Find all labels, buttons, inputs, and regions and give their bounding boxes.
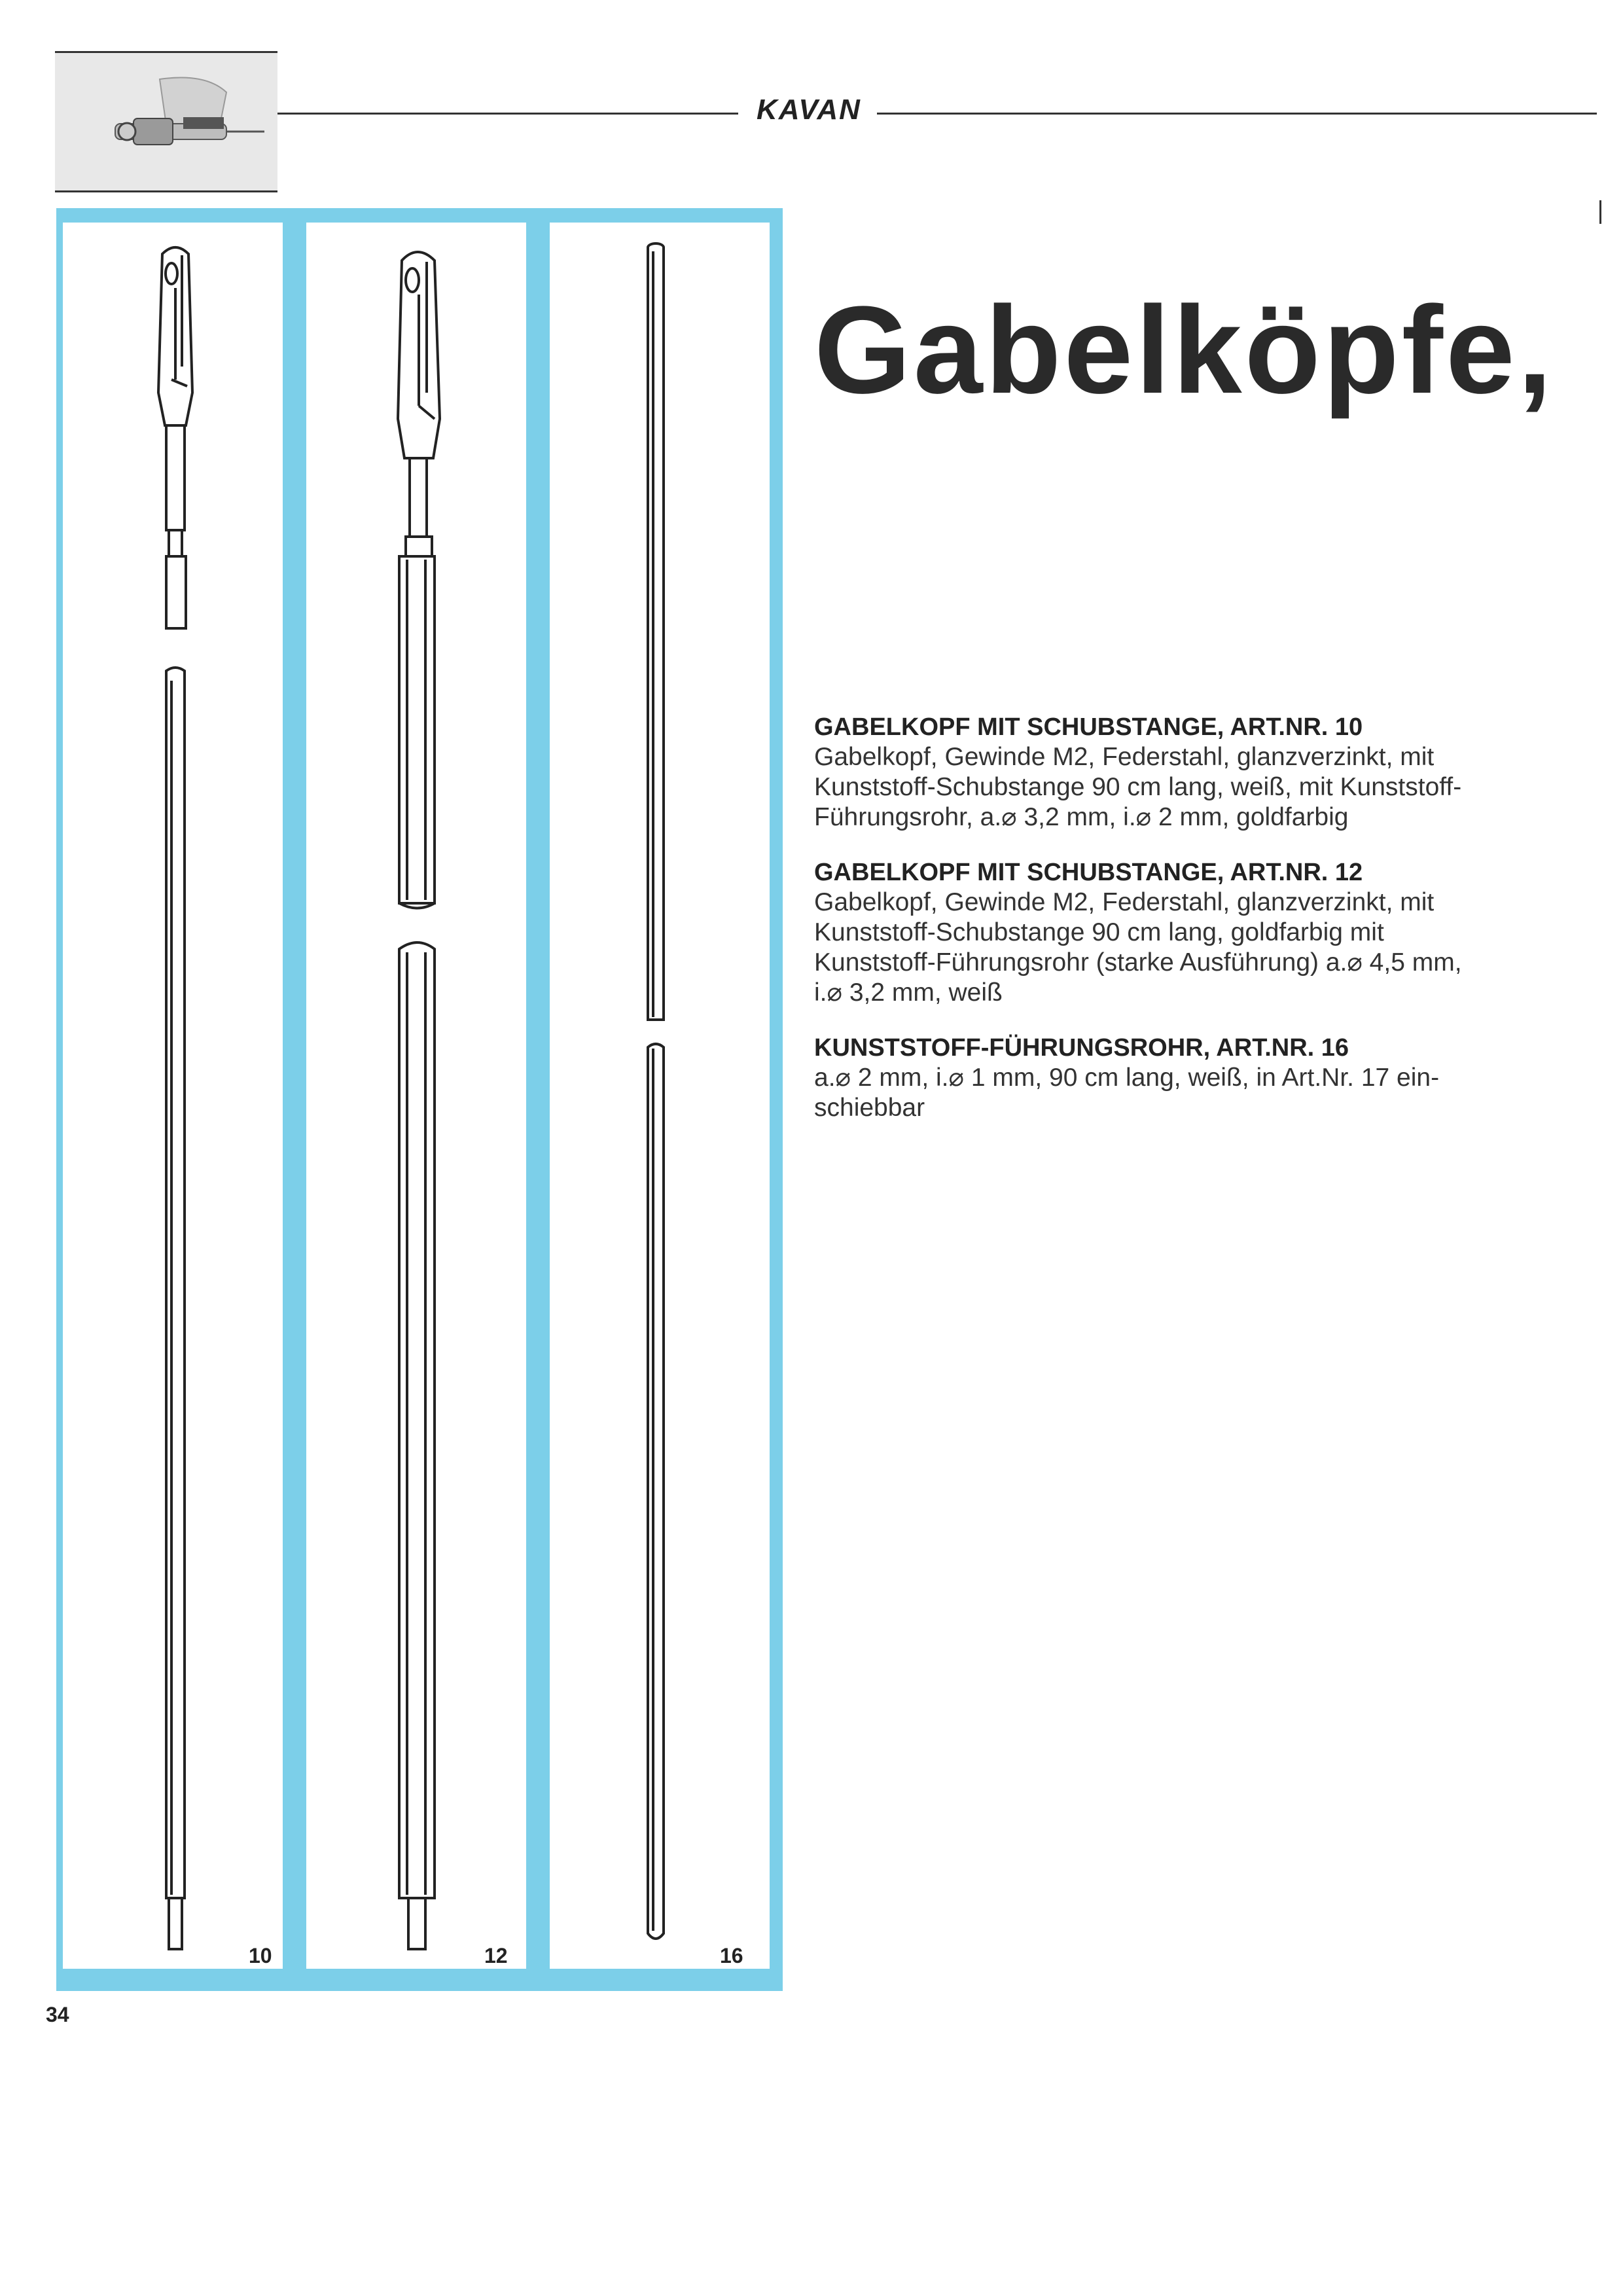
edge-mark <box>1599 200 1601 224</box>
clevis-pushrod-10-icon <box>63 223 283 1969</box>
entry-line: i.⌀ 3,2 mm, weiß <box>814 978 1003 1007</box>
product-illustration-frame <box>56 208 783 1991</box>
clevis-pushrod-photo-icon <box>55 53 277 190</box>
product-entry-12 <box>814 857 1567 1008</box>
entry-line: Kunststoff-Führungsrohr (starke Ausführung) a.⌀ 4,5 mm, <box>814 948 1462 977</box>
entry-line: a.⌀ 2 mm, i.⌀ 1 mm, 90 cm lang, weiß, in Art.Nr. 17 ein- <box>814 1064 1440 1092</box>
brand-name: KAVAN <box>757 94 861 126</box>
panel-number: 16 <box>720 1944 743 1967</box>
entry-line: Kunststoff-Schubstange 90 cm lang, goldfarbig mit <box>814 918 1384 946</box>
entry-heading: GABELKOPF MIT SCHUBSTANGE, ART.NR. 12 <box>814 859 1363 886</box>
kavan-logo <box>732 92 886 131</box>
clevis-pushrod-12-icon <box>306 223 526 1969</box>
entry-line: Kunststoff-Schubstange 90 cm lang, weiß, mit Kunststoff- <box>814 773 1462 801</box>
product-entry-16 <box>814 1033 1567 1123</box>
guide-tube-16-icon <box>550 223 770 1969</box>
entry-line: Gabelkopf, Gewinde M2, Federstahl, glanzverzinkt, mit <box>814 743 1435 771</box>
panel-number: 12 <box>484 1944 508 1967</box>
header-rule-left <box>277 113 738 115</box>
entry-line: Gabelkopf, Gewinde M2, Federstahl, glanzverzinkt, mit <box>814 888 1435 916</box>
entry-heading: KUNSTSTOFF-FÜHRUNGSROHR, ART.NR. 16 <box>814 1034 1349 1062</box>
entry-line: schiebbar <box>814 1094 925 1122</box>
entry-heading: GABELKOPF MIT SCHUBSTANGE, ART.NR. 10 <box>814 713 1363 741</box>
product-descriptions <box>814 712 1567 1148</box>
page-title: Gabelköpfe, <box>814 281 1555 420</box>
panel-number: 10 <box>249 1944 272 1967</box>
entry-line: Führungsrohr, a.⌀ 3,2 mm, i.⌀ 2 mm, goldfarbig <box>814 803 1349 831</box>
panel-art-10 <box>63 223 283 1969</box>
header-rule-right <box>877 113 1597 115</box>
panel-art-16 <box>550 223 770 1969</box>
product-thumbnail <box>55 51 277 192</box>
product-entry-10 <box>814 712 1567 833</box>
panel-art-12 <box>306 223 526 1969</box>
page-number: 34 <box>46 2003 69 2026</box>
